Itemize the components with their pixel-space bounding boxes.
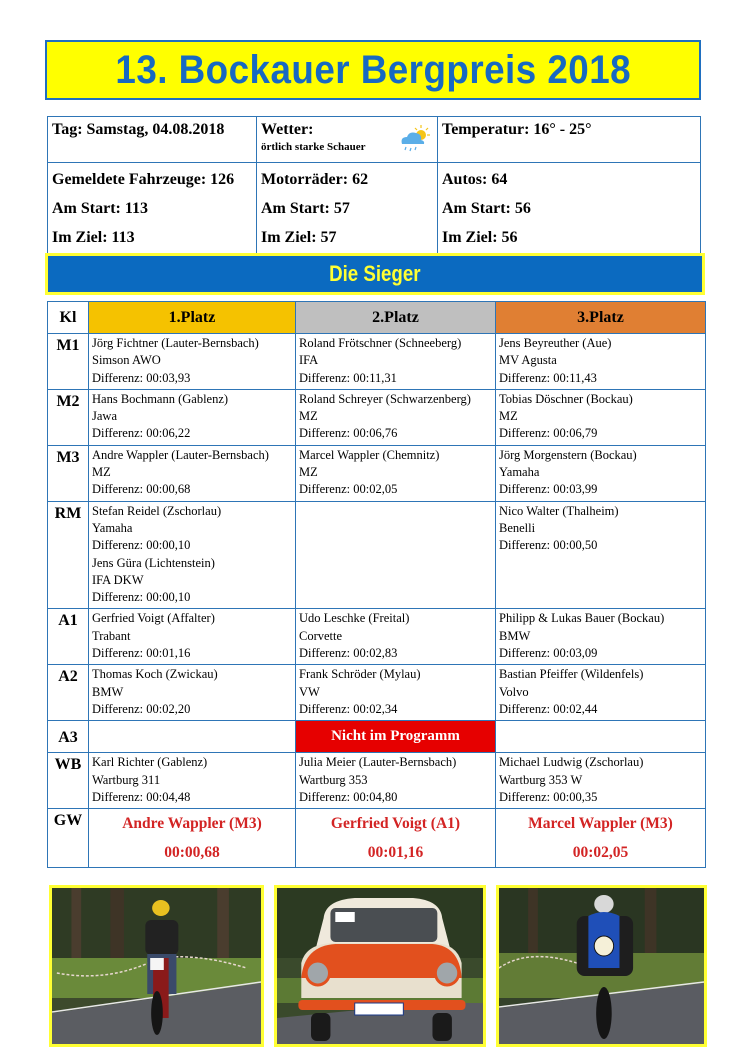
results-header-row (48, 302, 706, 334)
driver-name: Jens Güra (Lichtenstein) (92, 555, 215, 570)
vehicle: Trabant (92, 628, 131, 643)
vehicle: VW (299, 684, 320, 699)
time-difference: Differenz: 00:00,35 (499, 789, 598, 804)
overall-winner-name: Gerfried Voigt (A1) (330, 815, 461, 833)
stat-finished: Im Ziel: 57 (261, 229, 337, 246)
car-photo-image (277, 888, 483, 1044)
time-difference: Differenz: 00:02,05 (299, 482, 398, 497)
header-third-place: 3.Platz (496, 302, 706, 334)
time-difference: Differenz: 00:02,44 (499, 701, 598, 716)
driver-name: Tobias Döschner (Bockau) (499, 391, 633, 406)
header-class: Kl (48, 302, 89, 334)
class-label: RM (48, 501, 89, 609)
class-label: M2 (48, 389, 89, 445)
title-banner (45, 40, 701, 100)
vehicle: Corvette (299, 628, 343, 643)
overall-winner-name: Marcel Wappler (M3) (528, 815, 673, 833)
place-1-cell (89, 389, 296, 445)
weather-label: Wetter: (261, 121, 314, 138)
time-difference: Differenz: 00:11,31 (299, 370, 397, 385)
result-row-a3 (48, 721, 706, 753)
place-2-cell (296, 445, 496, 501)
driver-name: Michael Ludwig (Zschorlau) (499, 755, 644, 770)
place-1-cell (89, 609, 296, 665)
overall-winner-time: 00:02,05 (572, 844, 629, 862)
time-difference: Differenz: 00:00,10 (92, 590, 191, 605)
weather-cell (257, 117, 438, 163)
result-row-wb (48, 753, 706, 809)
winners-banner (45, 253, 705, 295)
temperature-cell (438, 117, 701, 163)
time-difference: Differenz: 00:00,50 (499, 538, 598, 553)
place-2-cell (296, 389, 496, 445)
driver-name: Gerfried Voigt (Affalter) (92, 611, 215, 626)
not-in-program-badge: Nicht im Programm (296, 721, 496, 753)
class-label: M3 (48, 445, 89, 501)
temperature-text: Temperatur: 16° - 25° (442, 121, 592, 138)
place-1-cell (89, 753, 296, 809)
driver-name: Bastian Pfeiffer (Wildenfels) (499, 667, 644, 682)
driver-name: Frank Schröder (Mylau) (299, 667, 421, 682)
time-difference: Differenz: 00:04,80 (299, 789, 398, 804)
vehicle: MZ (499, 409, 518, 424)
overall-winner-name: Andre Wappler (M3) (122, 815, 262, 833)
winners-heading: Die Sieger (329, 261, 421, 286)
vehicle: MZ (92, 465, 111, 480)
result-row-m1 (48, 334, 706, 390)
place-1-cell (89, 501, 296, 609)
time-difference: Differenz: 00:00,68 (92, 482, 191, 497)
photo-motorcycle-53 (496, 885, 707, 1047)
time-difference: Differenz: 00:01,16 (92, 646, 191, 661)
total-vehicles-cell (48, 163, 257, 255)
time-difference: Differenz: 00:06,79 (499, 426, 598, 441)
place-3-cell (496, 665, 706, 721)
result-row-rm (48, 501, 706, 609)
vehicle: Yamaha (499, 465, 540, 480)
result-row-m3 (48, 445, 706, 501)
place-1-cell (89, 721, 296, 753)
results-table (47, 301, 706, 868)
header-first-place: 1.Platz (89, 302, 296, 334)
driver-name: Roland Schreyer (Schwarzenberg) (299, 391, 471, 406)
vehicle: Yamaha (92, 520, 133, 535)
time-difference: Differenz: 00:11,43 (499, 370, 597, 385)
driver-name: Stefan Reidel (Zschorlau) (92, 503, 222, 518)
time-difference: Differenz: 00:02,83 (299, 646, 398, 661)
time-difference: Differenz: 00:02,20 (92, 701, 191, 716)
place-1-cell (89, 334, 296, 390)
time-difference: Differenz: 00:04,48 (92, 789, 191, 804)
stat-started: Am Start: 56 (442, 200, 531, 217)
driver-name: Udo Leschke (Freital) (299, 611, 410, 626)
time-difference: Differenz: 00:06,22 (92, 426, 191, 441)
place-3-cell (496, 334, 706, 390)
overall-winner-time: 00:00,68 (164, 844, 220, 862)
photo-motorcycle-52 (49, 885, 264, 1047)
place-3-cell (496, 445, 706, 501)
class-label: A3 (48, 721, 89, 753)
stat-registered: Gemeldete Fahrzeuge: 126 (52, 171, 235, 188)
event-info-table (47, 116, 701, 255)
place-3-cell (496, 753, 706, 809)
driver-name: Julia Meier (Lauter-Bernsbach) (299, 755, 457, 770)
driver-name: Jörg Morgenstern (Bockau) (499, 447, 637, 462)
vehicle: IFA (299, 353, 319, 368)
overall-winner-time: 00:01,16 (367, 844, 424, 862)
driver-name: Karl Richter (Gablenz) (92, 755, 208, 770)
driver-name: Andre Wappler (Lauter-Bernsbach) (92, 447, 269, 462)
place-1-cell (89, 445, 296, 501)
place-2-cell (296, 334, 496, 390)
time-difference: Differenz: 00:06,76 (299, 426, 398, 441)
driver-name: Marcel Wappler (Chemnitz) (299, 447, 440, 462)
place-1-cell (89, 665, 296, 721)
overall-place-3-cell (496, 809, 706, 868)
class-label: A2 (48, 665, 89, 721)
place-3-cell (496, 389, 706, 445)
driver-name: Thomas Koch (Zwickau) (92, 667, 218, 682)
class-label: A1 (48, 609, 89, 665)
cloud-sun-rain-icon (397, 124, 431, 154)
vehicle: Wartburg 353 (299, 772, 368, 787)
motorcycle-photo-image (52, 888, 261, 1044)
vehicle: MZ (299, 465, 318, 480)
result-row-m2 (48, 389, 706, 445)
stat-started: Am Start: 113 (52, 200, 148, 217)
class-label: M1 (48, 334, 89, 390)
page-title: 13. Bockauer Bergpreis 2018 (115, 47, 631, 92)
header-second-place: 2.Platz (296, 302, 496, 334)
driver-name: Roland Frötschner (Schneeberg) (299, 336, 462, 350)
class-label: WB (48, 753, 89, 809)
result-row-a1 (48, 609, 706, 665)
vehicle: Wartburg 353 W (499, 772, 583, 787)
date-text: Tag: Samstag, 04.08.2018 (52, 121, 225, 138)
place-3-cell (496, 721, 706, 753)
vehicle: Volvo (499, 684, 529, 699)
time-difference: Differenz: 00:03,09 (499, 646, 598, 661)
driver-name: Nico Walter (Thalheim) (499, 503, 619, 518)
time-difference: Differenz: 00:03,93 (92, 370, 191, 385)
time-difference: Differenz: 00:02,34 (299, 701, 398, 716)
overall-place-2-cell (296, 809, 496, 868)
vehicle: Benelli (499, 520, 536, 535)
vehicle: MV Agusta (499, 353, 557, 368)
result-row-a2 (48, 665, 706, 721)
vehicle: IFA DKW (92, 572, 144, 587)
place-3-cell (496, 609, 706, 665)
place-2-cell (296, 753, 496, 809)
vehicle: Jawa (92, 409, 117, 424)
place-2-cell (296, 501, 496, 609)
motorcycle-photo-image (499, 888, 704, 1044)
stat-started: Am Start: 57 (261, 200, 350, 217)
motorcycles-cell (257, 163, 438, 255)
place-2-cell (296, 665, 496, 721)
stat-registered: Autos: 64 (442, 171, 508, 188)
place-2-cell (296, 609, 496, 665)
result-row-overall-winners (48, 809, 706, 868)
date-cell (48, 117, 257, 163)
time-difference: Differenz: 00:03,99 (499, 482, 598, 497)
stat-finished: Im Ziel: 56 (442, 229, 518, 246)
driver-name: Philipp & Lukas Bauer (Bockau) (499, 611, 665, 626)
cars-cell (438, 163, 701, 255)
class-label: GW (48, 809, 89, 868)
driver-name: Jens Beyreuther (Aue) (499, 336, 612, 350)
vehicle: Simson AWO (92, 353, 161, 368)
vehicle: BMW (92, 684, 124, 699)
driver-name: Hans Bochmann (Gablenz) (92, 391, 229, 406)
stat-registered: Motorräder: 62 (261, 171, 369, 188)
photo-trabant-121 (274, 885, 486, 1047)
time-difference: Differenz: 00:00,10 (92, 538, 191, 553)
place-3-cell (496, 501, 706, 609)
overall-place-1-cell (89, 809, 296, 868)
driver-name: Jörg Fichtner (Lauter-Bernsbach) (92, 336, 259, 350)
stat-finished: Im Ziel: 113 (52, 229, 135, 246)
vehicle: BMW (499, 628, 531, 643)
vehicle: MZ (299, 409, 318, 424)
weather-value: örtlich starke Schauer (261, 141, 366, 153)
vehicle: Wartburg 311 (92, 772, 161, 787)
